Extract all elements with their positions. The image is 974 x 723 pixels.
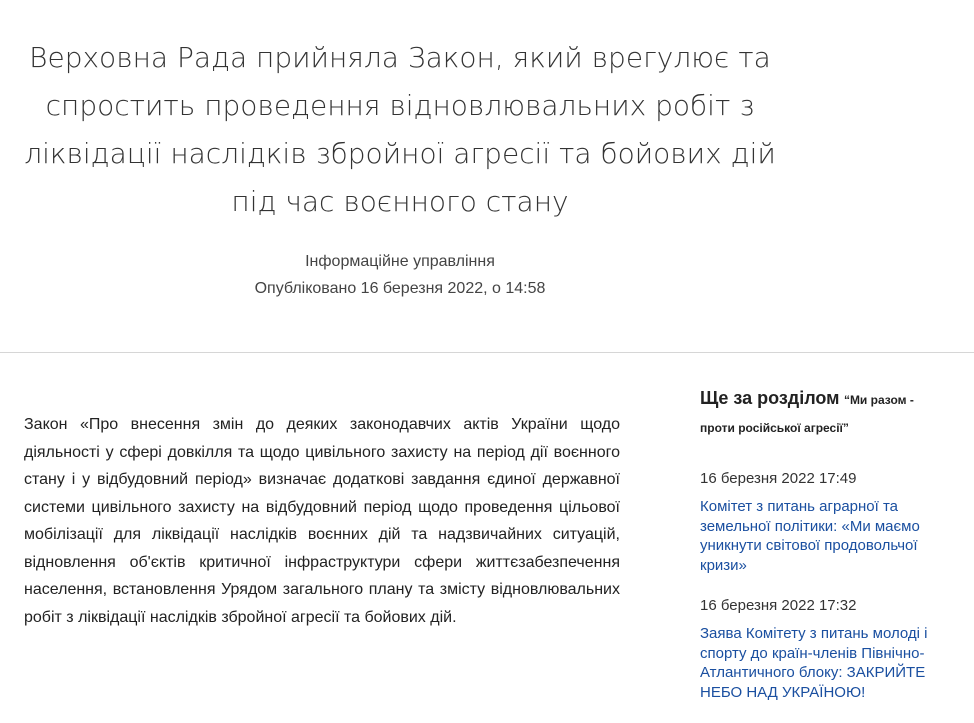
sidebar-heading-label: Ще за розділом: [700, 388, 840, 408]
news-item: [700, 469, 950, 575]
related-news-sidebar: [700, 384, 950, 723]
news-item: [700, 596, 950, 702]
article-title: Верховна Рада прийняла Закон, який врегулює та спростить проведення відновлювальних робіт з ліквідації наслідків збройної агресії та бойових дій під час воєнного стану: [24, 41, 776, 218]
article-header: [0, 0, 800, 302]
article-meta: [0, 248, 800, 302]
news-link[interactable]: Заява Комітету з питань молоді і спорту до країн-членів Північно-Атлантичного блоку: ЗАКРИЙТЕ НЕБО НАД УКРАЇНОЮ!: [700, 625, 928, 701]
news-date: 16 березня 2022 17:32: [700, 597, 857, 614]
header-divider: [0, 352, 974, 353]
article-published-date: Опубліковано 16 березня 2022, о 14:58: [254, 280, 546, 297]
sidebar-heading: [700, 384, 950, 442]
related-news-list: [700, 469, 950, 702]
article-author: Інформаційне управління: [305, 253, 495, 270]
sidebar-section-name: “Ми разом - проти російської агресії”: [700, 393, 914, 435]
news-date: 16 березня 2022 17:49: [700, 470, 857, 487]
news-link[interactable]: Комітет з питань аграрної та земельної політики: «Ми маємо уникнути світової продовольчої кризи»: [700, 498, 920, 574]
article-body: Закон «Про внесення змін до деяких законодавчих актів України щодо діяльності у сфері довкілля та щодо цивільного захисту на період дії воєнного стану і у відбудовний період» визначає додаткові завдання єдиної державної системи цивільного захисту на відбудовний період щодо проведення цільової мобілізації для ліквідації наслідків воєнних дій та надзвичайних ситуацій, відновлення об'єктів критичної інфраструктури сфери життєзабезпечення населення, встановлення Урядом загального плану та змісту відновлювальних робіт з ліквідації наслідків збройної агресії та бойових дій.: [24, 416, 620, 626]
